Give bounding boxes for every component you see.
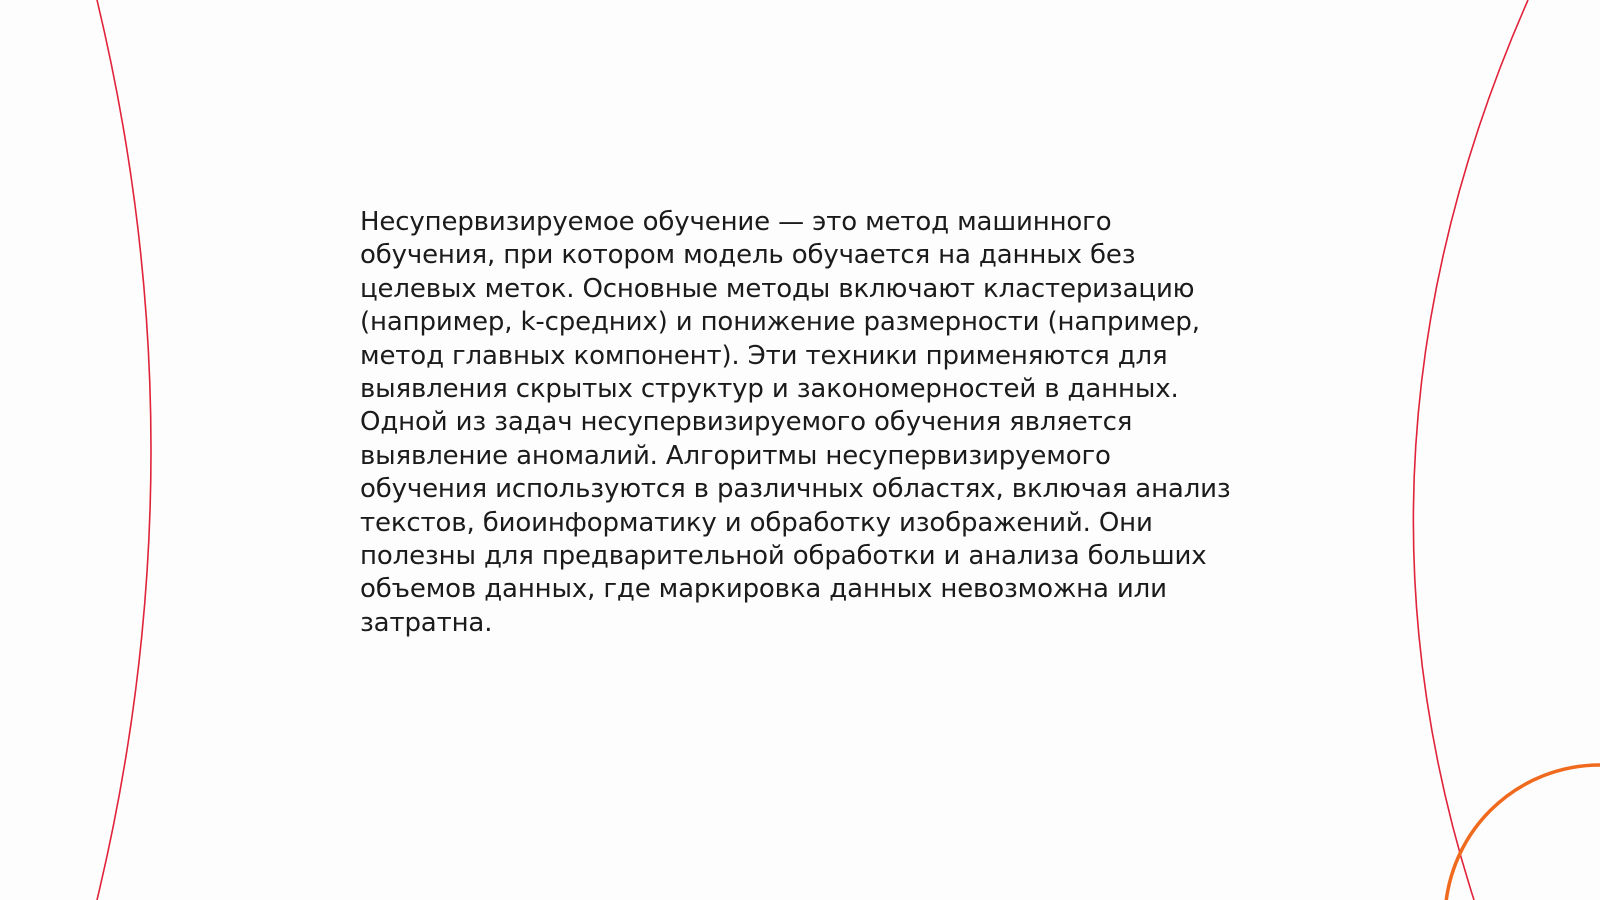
left-red-arc — [97, 0, 151, 900]
right-red-arc — [1413, 0, 1528, 900]
body-text: Несупервизируемое обучение — это метод машинного обучения, при котором модель обучается на данных без целевых меток. Основные методы включают кластеризацию (например, k-средних) и понижение размерности (например, метод главных компонент). Эти техники применяются для выявления скрытых структур и закономерностей в данных. Одной из задач несупервизируемого обучения является выявление аномалий. Алгоритмы несупервизируемого обучения используются в различных областях, включая анализ текстов, биоинформатику и обработку изображений. Они полезны для предварительной обработки и анализа больших объемов данных, где маркировка данных невозможна или затратна. — [360, 207, 1231, 638]
